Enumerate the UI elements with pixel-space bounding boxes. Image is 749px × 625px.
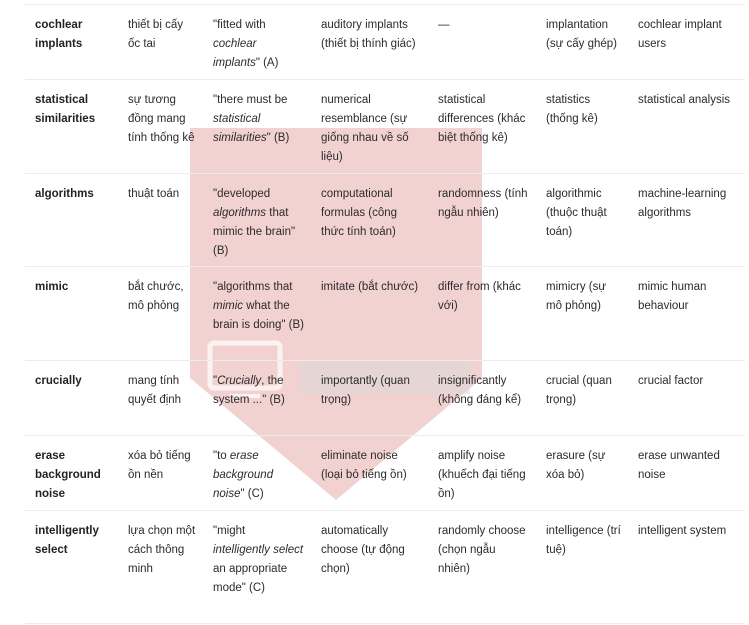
quote-cell <box>203 436 311 511</box>
table-row <box>25 436 745 511</box>
quote-post: what the brain is doing" (B) <box>213 300 305 331</box>
quote-pre: "there must be <box>213 94 288 106</box>
vocabulary-table <box>25 4 745 624</box>
quote-italic: cochlear implants <box>213 38 257 69</box>
quote-cell <box>203 5 311 80</box>
quote-italic: algorithms <box>213 207 267 219</box>
word-form-cell: intelligence (trí tuệ) <box>536 511 628 624</box>
antonym-cell: — <box>428 5 536 80</box>
quote-italic: erase background noise <box>213 450 274 500</box>
quote-post: that mimic the brain" (B) <box>213 207 296 257</box>
synonym-cell: eliminate noise (loại bỏ tiếng ồn) <box>311 436 428 511</box>
table-row <box>25 511 745 624</box>
table-row <box>25 5 745 80</box>
term-cell: cochlear implants <box>25 5 118 80</box>
quote-italic: intelligently select <box>213 544 304 556</box>
quote-pre: " <box>213 375 218 387</box>
term-cell: intelligently select <box>25 511 118 624</box>
quote-cell <box>203 80 311 174</box>
antonym-cell: amplify noise (khuếch đại tiếng ồn) <box>428 436 536 511</box>
collocation-cell: crucial factor <box>628 361 745 436</box>
quote-italic: mimic <box>213 300 244 312</box>
quote-italic: statistical similarities <box>213 113 267 144</box>
meaning-cell: thiết bị cấy ốc tai <box>118 5 203 80</box>
word-form-cell: implantation (sự cấy ghép) <box>536 5 628 80</box>
term-cell: erase background noise <box>25 436 118 511</box>
table-row <box>25 267 745 361</box>
quote-post: an appropriate mode" (C) <box>213 563 288 594</box>
quote-post: " (A) <box>255 57 279 69</box>
quote-pre: "to <box>213 450 230 462</box>
meaning-cell: xóa bỏ tiếng ồn nền <box>118 436 203 511</box>
collocation-cell: cochlear implant users <box>628 5 745 80</box>
collocation-cell: machine-learning algorithms <box>628 174 745 267</box>
antonym-cell: randomness (tính ngẫu nhiên) <box>428 174 536 267</box>
quote-post: , the system ..." (B) <box>213 375 285 406</box>
antonym-cell: differ from (khác với) <box>428 267 536 361</box>
word-form-cell: statistics (thống kê) <box>536 80 628 174</box>
antonym-cell: statistical differences (khác biệt thống kê) <box>428 80 536 174</box>
term-cell: algorithms <box>25 174 118 267</box>
term-cell: mimic <box>25 267 118 361</box>
antonym-cell: insignificantly (không đáng kể) <box>428 361 536 436</box>
antonym-cell: randomly choose (chọn ngẫu nhiên) <box>428 511 536 624</box>
meaning-cell: thuật toán <box>118 174 203 267</box>
collocation-cell: intelligent system <box>628 511 745 624</box>
synonym-cell: importantly (quan trọng) <box>311 361 428 436</box>
meaning-cell: mang tính quyết định <box>118 361 203 436</box>
synonym-cell: numerical resemblance (sự giống nhau về số liệu) <box>311 80 428 174</box>
collocation-cell: erase unwanted noise <box>628 436 745 511</box>
meaning-cell: sự tương đồng mang tính thống kê <box>118 80 203 174</box>
quote-pre: "developed <box>213 188 271 200</box>
synonym-cell: computational formulas (công thức tính toán) <box>311 174 428 267</box>
synonym-cell: imitate (bắt chước) <box>311 267 428 361</box>
quote-pre: "algorithms that <box>213 281 293 293</box>
word-form-cell: mimicry (sự mô phỏng) <box>536 267 628 361</box>
quote-cell <box>203 267 311 361</box>
quote-post: " (C) <box>240 488 264 500</box>
word-form-cell: algorithmic (thuộc thuật toán) <box>536 174 628 267</box>
synonym-cell: auditory implants (thiết bị thính giác) <box>311 5 428 80</box>
quote-italic: Crucially <box>217 375 262 387</box>
collocation-cell: statistical analysis <box>628 80 745 174</box>
quote-pre: "might <box>213 525 246 537</box>
quote-post: " (B) <box>266 132 290 144</box>
table-row <box>25 361 745 436</box>
collocation-cell: mimic human behaviour <box>628 267 745 361</box>
word-form-cell: crucial (quan trọng) <box>536 361 628 436</box>
quote-pre: "fitted with <box>213 19 266 31</box>
table-row <box>25 80 745 174</box>
quote-cell <box>203 174 311 267</box>
term-cell: crucially <box>25 361 118 436</box>
table-row <box>25 174 745 267</box>
word-form-cell: erasure (sự xóa bỏ) <box>536 436 628 511</box>
synonym-cell: automatically choose (tự động chọn) <box>311 511 428 624</box>
quote-cell <box>203 511 311 624</box>
quote-cell <box>203 361 311 436</box>
term-cell: statistical similarities <box>25 80 118 174</box>
meaning-cell: bắt chước, mô phỏng <box>118 267 203 361</box>
meaning-cell: lựa chọn một cách thông minh <box>118 511 203 624</box>
